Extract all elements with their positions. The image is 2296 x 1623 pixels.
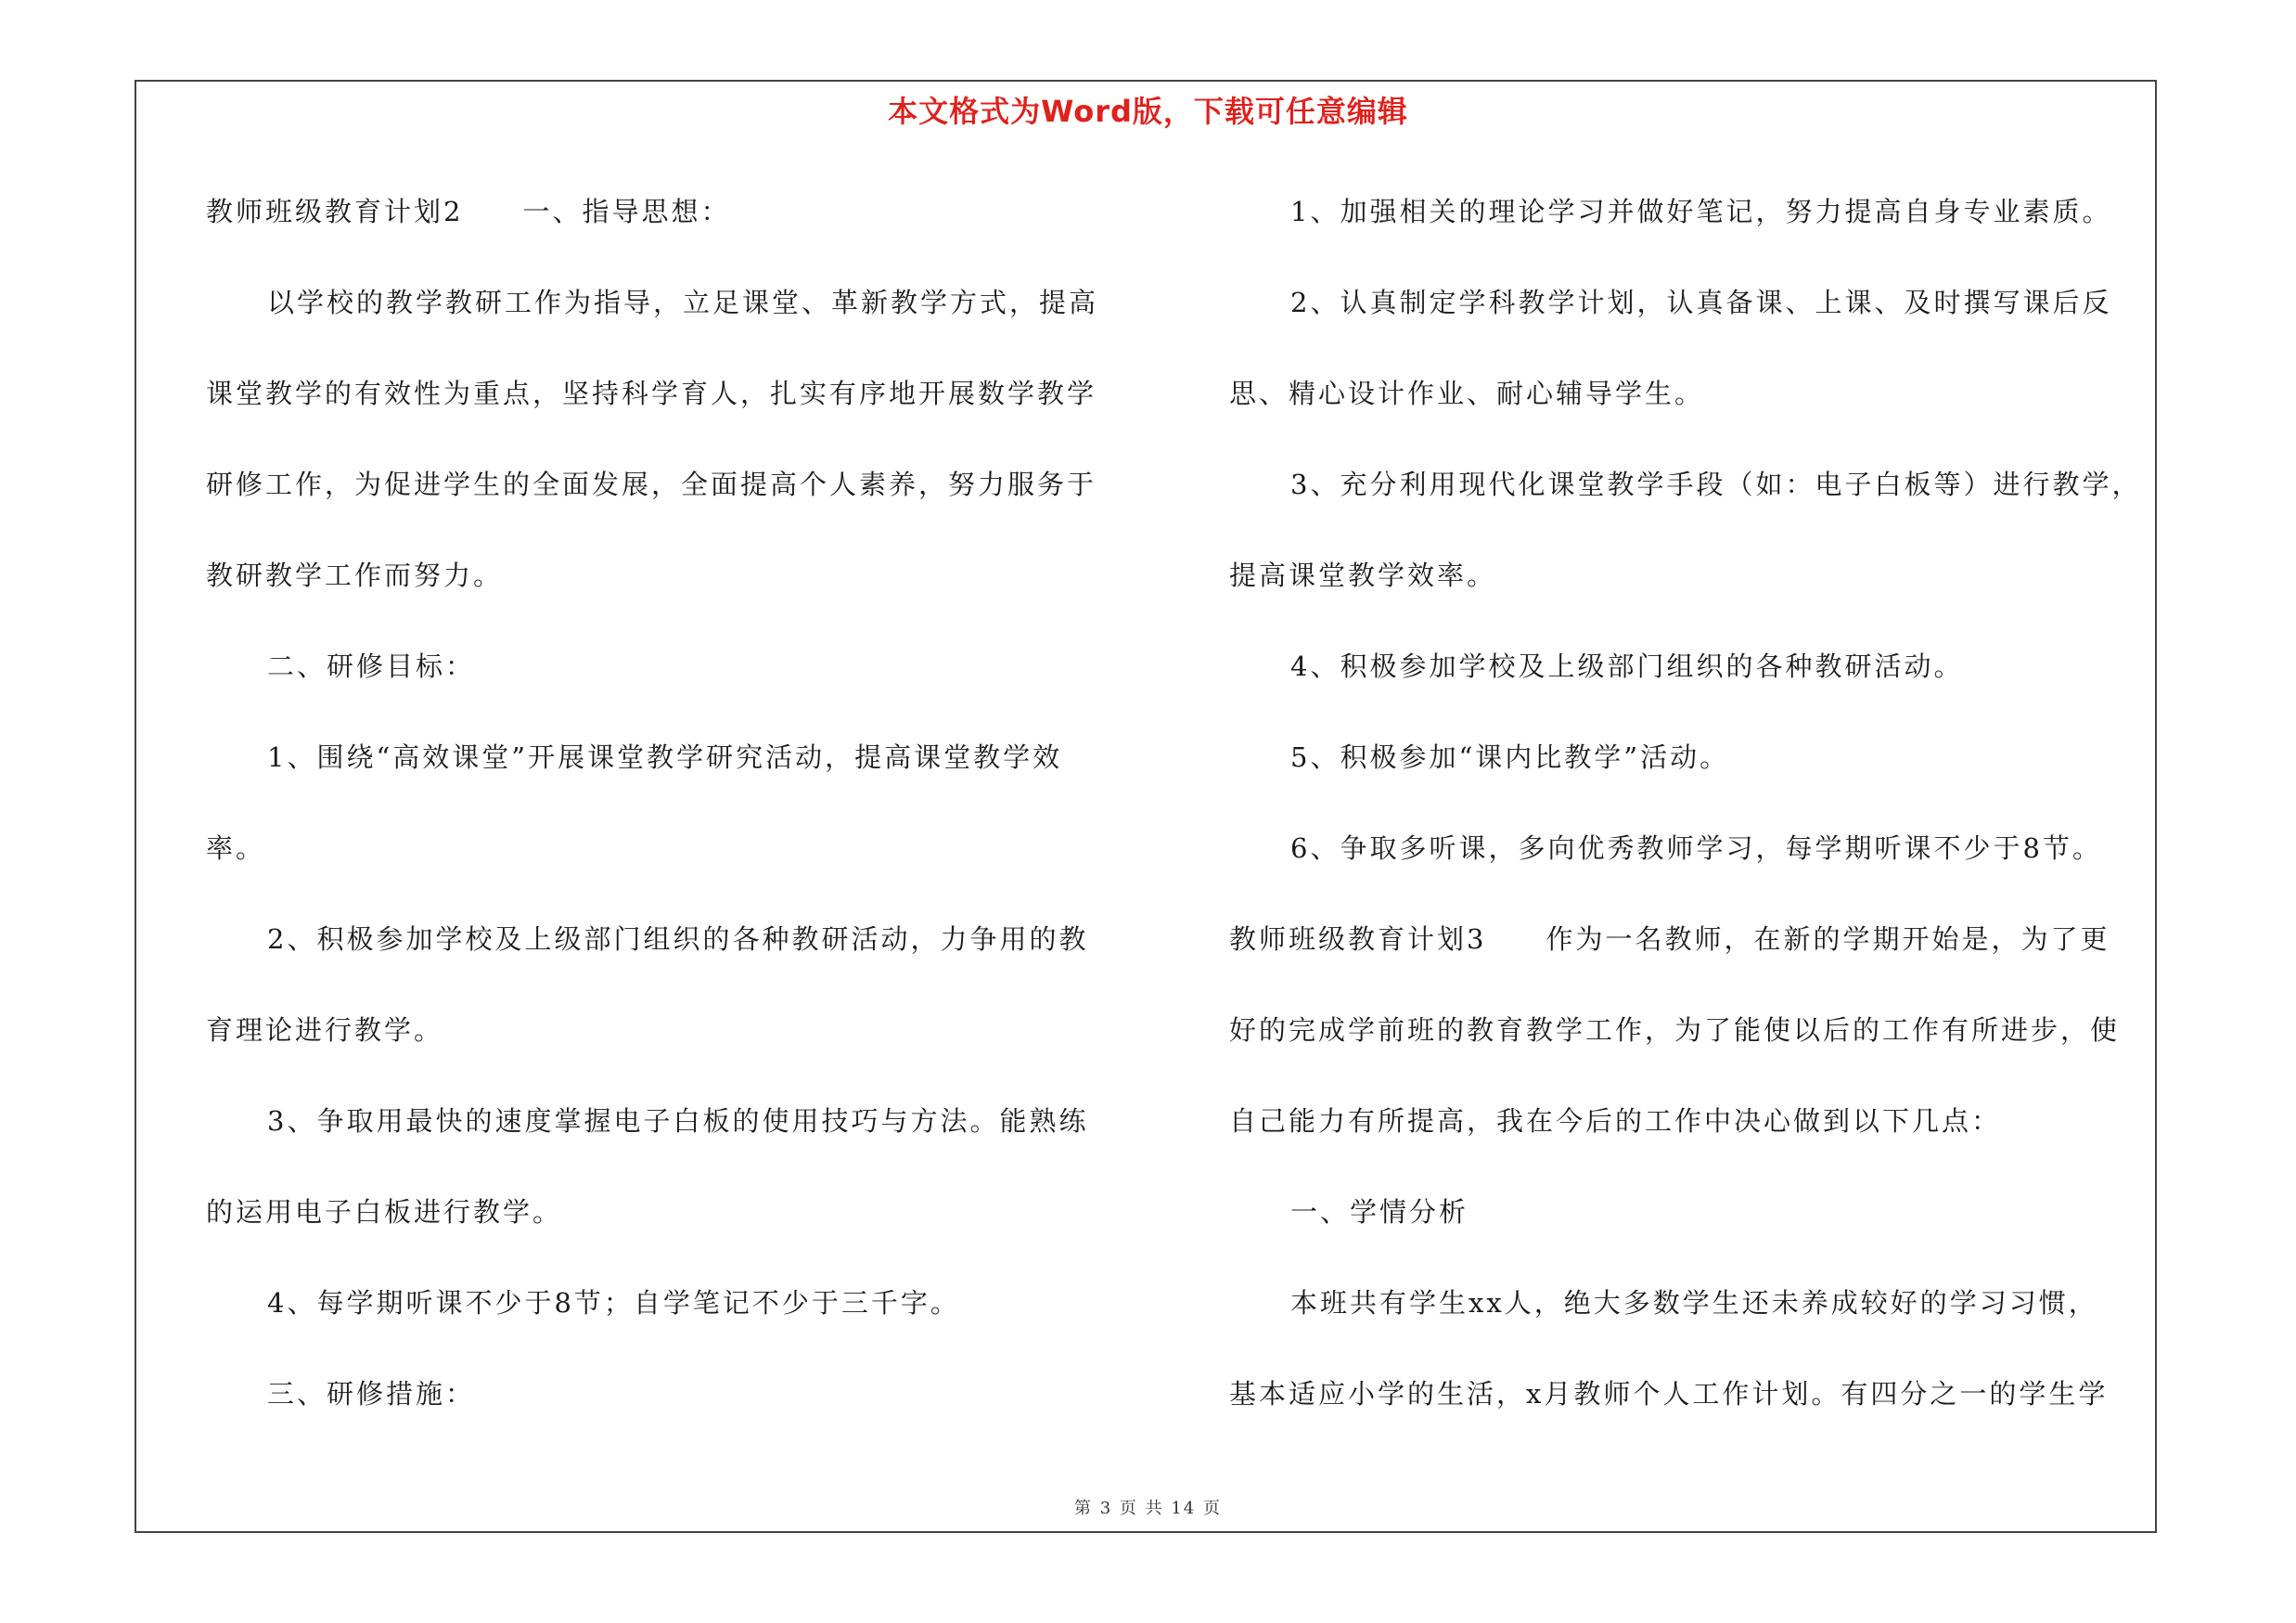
- page-number-footer: 第 3 页 共 14 页: [1074, 1499, 1222, 1518]
- text-line: 6、争取多听课，多向优秀教师学习，每学期听课不少于8节。: [1290, 832, 2102, 864]
- text-line: 率。: [206, 832, 266, 864]
- text-line: 基本适应小学的生活，x月教师个人工作计划。有四分之一的学生学: [1229, 1378, 2109, 1410]
- format-banner: 本文格式为Word版，下载可任意编辑: [888, 94, 1408, 129]
- text-line: 1、加强相关的理论学习并做好笔记，努力提高自身专业素质。: [1290, 196, 2112, 227]
- text-line: 以学校的教学教研工作为指导，立足课堂、革新教学方式，提高: [267, 287, 1099, 318]
- text-line: 教师班级教育计划3 作为一名教师，在新的学期开始是，为了更: [1229, 923, 2110, 955]
- text-line: 提高课堂教学效率。: [1229, 560, 1497, 591]
- text-line: 教师班级教育计划2 一、指导思想：: [206, 196, 731, 227]
- text-line: 好的完成学前班的教育教学工作，为了能使以后的工作有所进步，使: [1229, 1014, 2121, 1046]
- text-line: 的运用电子白板进行教学。: [206, 1196, 563, 1228]
- text-line: 二、研修目标：: [267, 650, 476, 682]
- text-line: 思、精心设计作业、耐心辅导学生。: [1229, 378, 1705, 409]
- text-line: 1、围绕“高效课堂”开展课堂教学研究活动，提高课堂教学效: [267, 741, 1063, 773]
- text-line: 4、每学期听课不少于8节；自学笔记不少于三千字。: [267, 1287, 960, 1319]
- text-line: 教研教学工作而努力。: [206, 560, 504, 591]
- text-line: 5、积极参加“课内比教学”活动。: [1290, 741, 1730, 773]
- text-line: 3、争取用最快的速度掌握电子白板的使用技巧与方法。能熟练: [267, 1105, 1089, 1137]
- text-line: 课堂教学的有效性为重点，坚持科学育人，扎实有序地开展数学教学: [206, 378, 1097, 409]
- left-text-column: [206, 184, 1134, 1457]
- text-line: 4、积极参加学校及上级部门组织的各种教研活动。: [1290, 650, 1964, 682]
- right-text-column: [1229, 184, 2157, 1457]
- text-line: 本班共有学生xx人，绝大多数学生还未养成较好的学习习惯，: [1290, 1287, 2098, 1319]
- text-line: 育理论进行教学。: [206, 1014, 444, 1046]
- text-line: 研修工作，为促进学生的全面发展，全面提高个人素养，努力服务于: [206, 469, 1097, 500]
- text-line: 2、积极参加学校及上级部门组织的各种教研活动，力争用的教: [267, 923, 1089, 955]
- text-line: 三、研修措施：: [267, 1378, 476, 1410]
- text-line: 2、认真制定学科教学计划，认真备课、上课、及时撰写课后反: [1290, 287, 2112, 318]
- text-line: 一、学情分析: [1290, 1196, 1469, 1228]
- text-line: 自己能力有所提高，我在今后的工作中决心做到以下几点：: [1229, 1105, 2002, 1137]
- text-line: 3、充分利用现代化课堂教学手段（如：电子白板等）进行教学，: [1290, 469, 2142, 500]
